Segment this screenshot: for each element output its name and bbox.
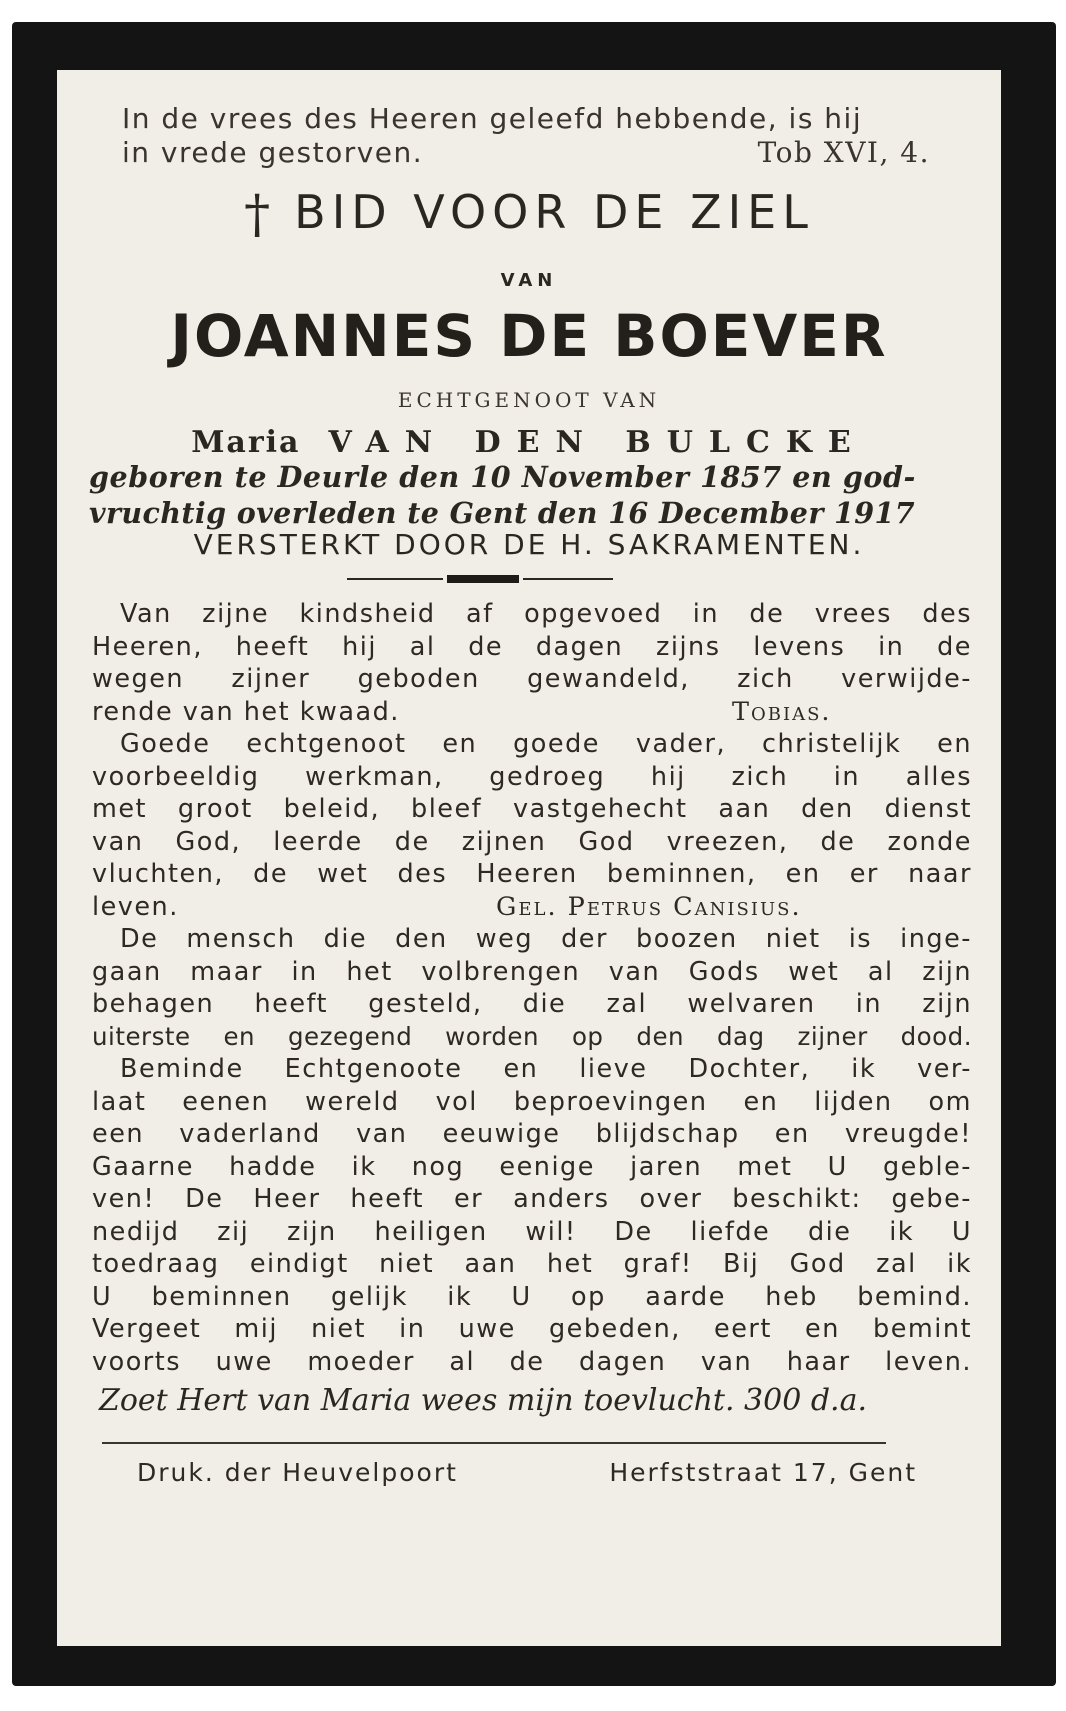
paragraph-line: voorts uwe moeder al de dagen van haar leven. (92, 1346, 972, 1377)
paragraph-line: ven! De Heer heeft er anders over beschikt: gebe- (92, 1184, 972, 1214)
ornamental-divider (347, 574, 613, 584)
divider-left (347, 578, 443, 580)
footer-rule (102, 1442, 886, 1444)
paragraph-line: vluchten, de wet des Heeren beminnen, en er naar (92, 859, 972, 889)
epigraph-text-1: In de vrees des Heeren geleefd hebbende, is hij (122, 102, 863, 135)
paragraph-line: Van zijne kindsheid af opgevoed in de vrees des (120, 599, 972, 629)
paragraph-line: Gaarne hadde ik nog eenige jaren met U geble- (92, 1151, 972, 1182)
sacraments-line: VERSTERKT DOOR DE H. SAKRAMENTEN. (193, 528, 865, 561)
paragraph-line: voorbeeldig werkman, gedroeg hij zich in alles (92, 761, 972, 792)
printer-name: Druk. der Heuvelpoort (137, 1458, 458, 1487)
closing-prayer: Zoet Hert van Maria wees mijn toevlucht. 300 d.a. (99, 1383, 868, 1418)
headline-title: BID VOOR DE ZIEL (294, 185, 814, 239)
epigraph-reference: Tob XVI, 4. (757, 136, 930, 169)
spouse-last-name: VAN DEN BULCKE (328, 425, 867, 460)
epigraph-line-2 (122, 136, 992, 169)
paragraph-line: U beminnen gelijk ik U op aarde heb bemind. (92, 1281, 972, 1312)
spouse-name (57, 425, 1001, 460)
paragraph-1 (92, 598, 972, 728)
memorial-card (57, 70, 1001, 1646)
paragraph-line: Heeren, heeft hij al de dagen zijns levens in de (92, 631, 972, 662)
paragraph-line-text: leven. (92, 891, 179, 922)
paragraph-line: een vaderland van eeuwige blijdschap en vreugde! (92, 1119, 972, 1149)
paragraph-line: laat eenen wereld vol beproevingen en lijden om (92, 1086, 972, 1117)
paragraph-line (92, 891, 972, 924)
spouse-label: ECHTGENOOT VAN (397, 388, 661, 412)
paragraph-line: Beminde Echtgenoote en lieve Dochter, ik ver- (120, 1054, 972, 1084)
paragraph-4 (92, 1053, 972, 1378)
paragraph-3 (92, 923, 972, 1053)
divider-right (523, 578, 613, 580)
paragraph-2 (92, 728, 972, 923)
printer-line (137, 1458, 917, 1487)
paragraph-line: De mensch die den weg der boozen niet is inge- (120, 924, 972, 954)
attribution-tobias: Tobias. (732, 696, 832, 727)
paragraph-line: nedijd zij zijn heiligen wil! De liefde die ik U (92, 1216, 972, 1247)
paragraph-line: behagen heeft gesteld, die zal welvaren in zijn (92, 989, 972, 1019)
paragraph-line: Goede echtgenoot en goede vader, christelijk en (120, 729, 972, 759)
paragraph-line: met groot beleid, bleef vastgehecht aan den dienst (92, 794, 972, 824)
paragraph-line: van God, leerde de zijnen God vreezen, de zonde (92, 826, 972, 857)
paragraph-line: wegen zijner geboden gewandeld, zich verwijde- (92, 664, 972, 694)
spouse-first-name: Maria (191, 425, 301, 460)
cross-icon: † (244, 185, 277, 245)
epigraph-text-2: in vrede gestorven. (122, 136, 424, 169)
divider-center (447, 575, 519, 583)
paragraph-line-text: rende van het kwaad. (92, 696, 400, 727)
birth-line: geboren te Deurle den 10 November 1857 en god- (89, 460, 916, 494)
attribution-canisius: Gel. Petrus Canisius. (496, 891, 802, 922)
paragraph-line (92, 696, 972, 729)
epigraph-line-1 (122, 102, 992, 135)
headline (57, 185, 1001, 245)
paragraph-line: toedraag eindigt niet aan het graf! Bij God zal ik (92, 1249, 972, 1279)
paragraph-line: gaan maar in het volbrengen van Gods wet al zijn (92, 956, 972, 987)
deceased-name: JOANNES DE BOEVER (170, 302, 888, 370)
van-label: VAN (500, 270, 558, 291)
paragraph-line: uiterste en gezegend worden op den dag zijner dood. (92, 1021, 972, 1051)
printer-address: Herfststraat 17, Gent (609, 1458, 917, 1487)
paragraph-line: Vergeet mij niet in uwe gebeden, eert en bemint (92, 1314, 972, 1344)
death-line: vruchtig overleden te Gent den 16 December 1917 (89, 496, 915, 530)
